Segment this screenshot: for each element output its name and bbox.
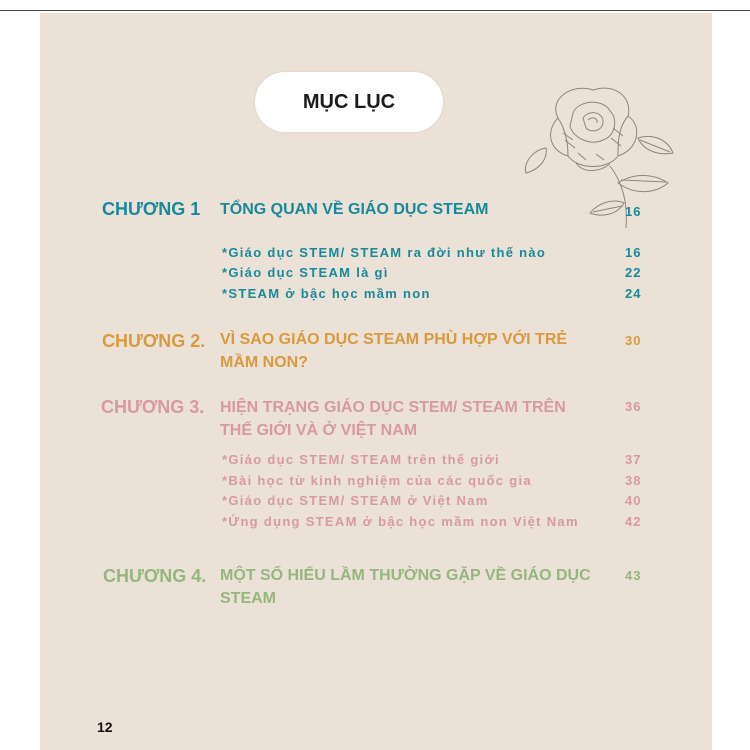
chapter-4-page: 43 [625, 568, 642, 583]
chapter-3-page: 36 [625, 399, 642, 414]
chapter-3-item-3[interactable]: *Giáo dục STEM/ STEAM ở Việt Nam [222, 493, 489, 508]
chapter-3-item-3-page: 40 [625, 493, 642, 508]
chapter-3-label: CHƯƠNG 3. [101, 397, 205, 417]
chapter-3-title[interactable]: HIỆN TRẠNG GIÁO DỤC STEM/ STEAM TRÊN THẾ GIỚI VÀ Ở VIỆT NAM [220, 399, 566, 439]
chapter-1-item-1-page: 16 [625, 245, 642, 260]
chapter-4-label: CHƯƠNG 4. [103, 566, 207, 586]
toc-title: MỤC LỤC [302, 91, 396, 113]
chapter-1-title[interactable]: TỔNG QUAN VỀ GIÁO DỤC STEAM [220, 201, 489, 218]
chapter-1-item-1[interactable]: *Giáo dục STEM/ STEAM ra đời như thế nào [222, 245, 547, 260]
chapter-4-title[interactable]: MỘT SỐ HIỂU LẦM THƯỜNG GẶP VỀ GIÁO DỤC STEAM [220, 567, 591, 607]
chapter-3-item-1-page: 37 [625, 452, 642, 467]
chapter-1-label: CHƯƠNG 1 [102, 199, 201, 219]
chapter-1-page: 16 [625, 204, 642, 219]
chapter-1-item-3-page: 24 [625, 286, 642, 301]
top-rule [0, 10, 750, 11]
chapter-2-label: CHƯƠNG 2. [102, 331, 206, 351]
page-number: 12 [97, 719, 113, 735]
chapter-1-item-2[interactable]: *Giáo dục STEAM là gì [222, 265, 389, 280]
chapter-2-page: 30 [625, 333, 642, 348]
chapter-1-item-3[interactable]: *STEAM ở bậc học mầm non [222, 286, 431, 301]
chapter-2-title[interactable]: VÌ SAO GIÁO DỤC STEAM PHÙ HỢP VỚI TRẺ MẦM NON? [220, 331, 568, 371]
toc-title-pill [255, 72, 443, 132]
chapter-3-item-1[interactable]: *Giáo dục STEM/ STEAM trên thế giới [222, 452, 500, 467]
chapter-3-item-4-page: 42 [625, 514, 642, 529]
chapter-3-item-4[interactable]: *Ứng dụng STEAM ở bậc học mầm non Việt Nam [222, 514, 579, 529]
chapter-1-item-2-page: 22 [625, 265, 642, 280]
chapter-3-item-2-page: 38 [625, 473, 642, 488]
chapter-3-item-2[interactable]: *Bài học từ kinh nghiệm của các quốc gia [222, 473, 532, 488]
